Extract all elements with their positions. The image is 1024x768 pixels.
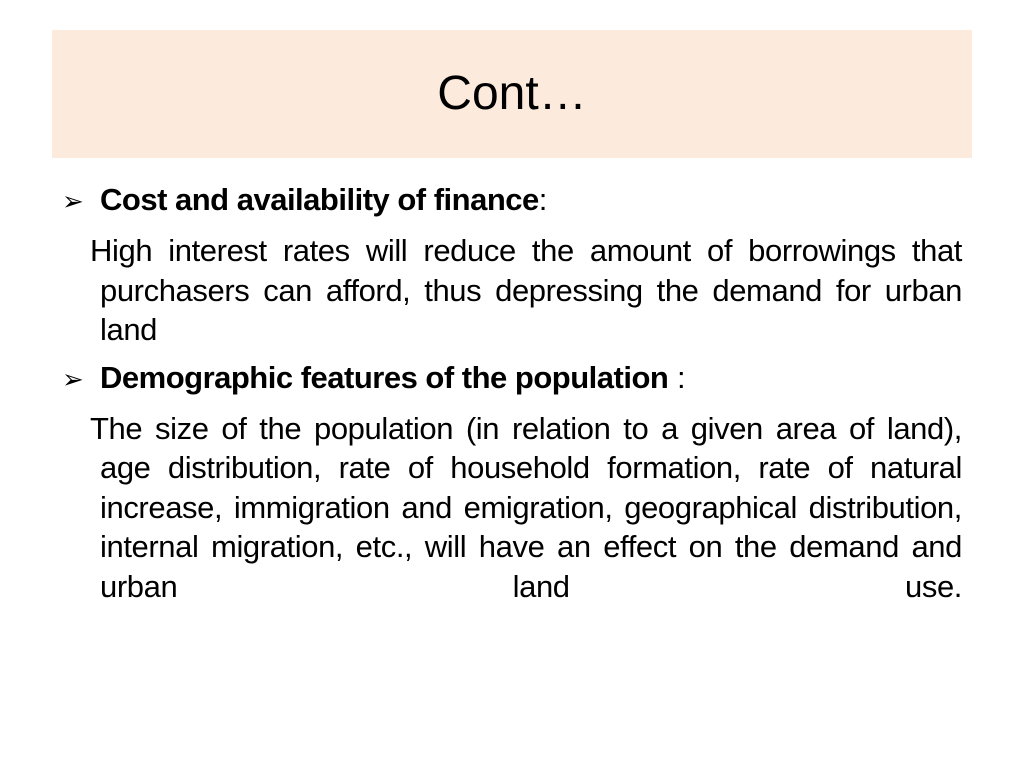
bullet-body: The size of the population (in relation to a given area of land), age distribution, rate of household formation, rate of natural increase, immigration and emigration, geographical distribution, internal migration, etc., will have an effect on the demand and urban land use. — [90, 410, 962, 604]
bullet-heading: Demographic features of the population — [100, 359, 669, 395]
bullet-heading: Cost and availability of finance — [100, 182, 539, 217]
bullet-heading-suffix: : — [668, 359, 686, 395]
bullet-heading-suffix: : — [538, 182, 548, 217]
slide-title: Cont… — [437, 67, 587, 120]
bullet-demographic-features — [62, 358, 962, 399]
arrow-bullet-icon: ➢ — [62, 186, 84, 216]
title-band — [52, 30, 972, 158]
arrow-bullet-icon: ➢ — [62, 363, 84, 394]
bullet-cost-of-finance — [62, 180, 962, 221]
slide-content — [62, 180, 962, 606]
bullet-body: High interest rates will reduce the amount of borrowings that purchasers can afford, thus depressing the demand for urban land — [90, 233, 962, 347]
